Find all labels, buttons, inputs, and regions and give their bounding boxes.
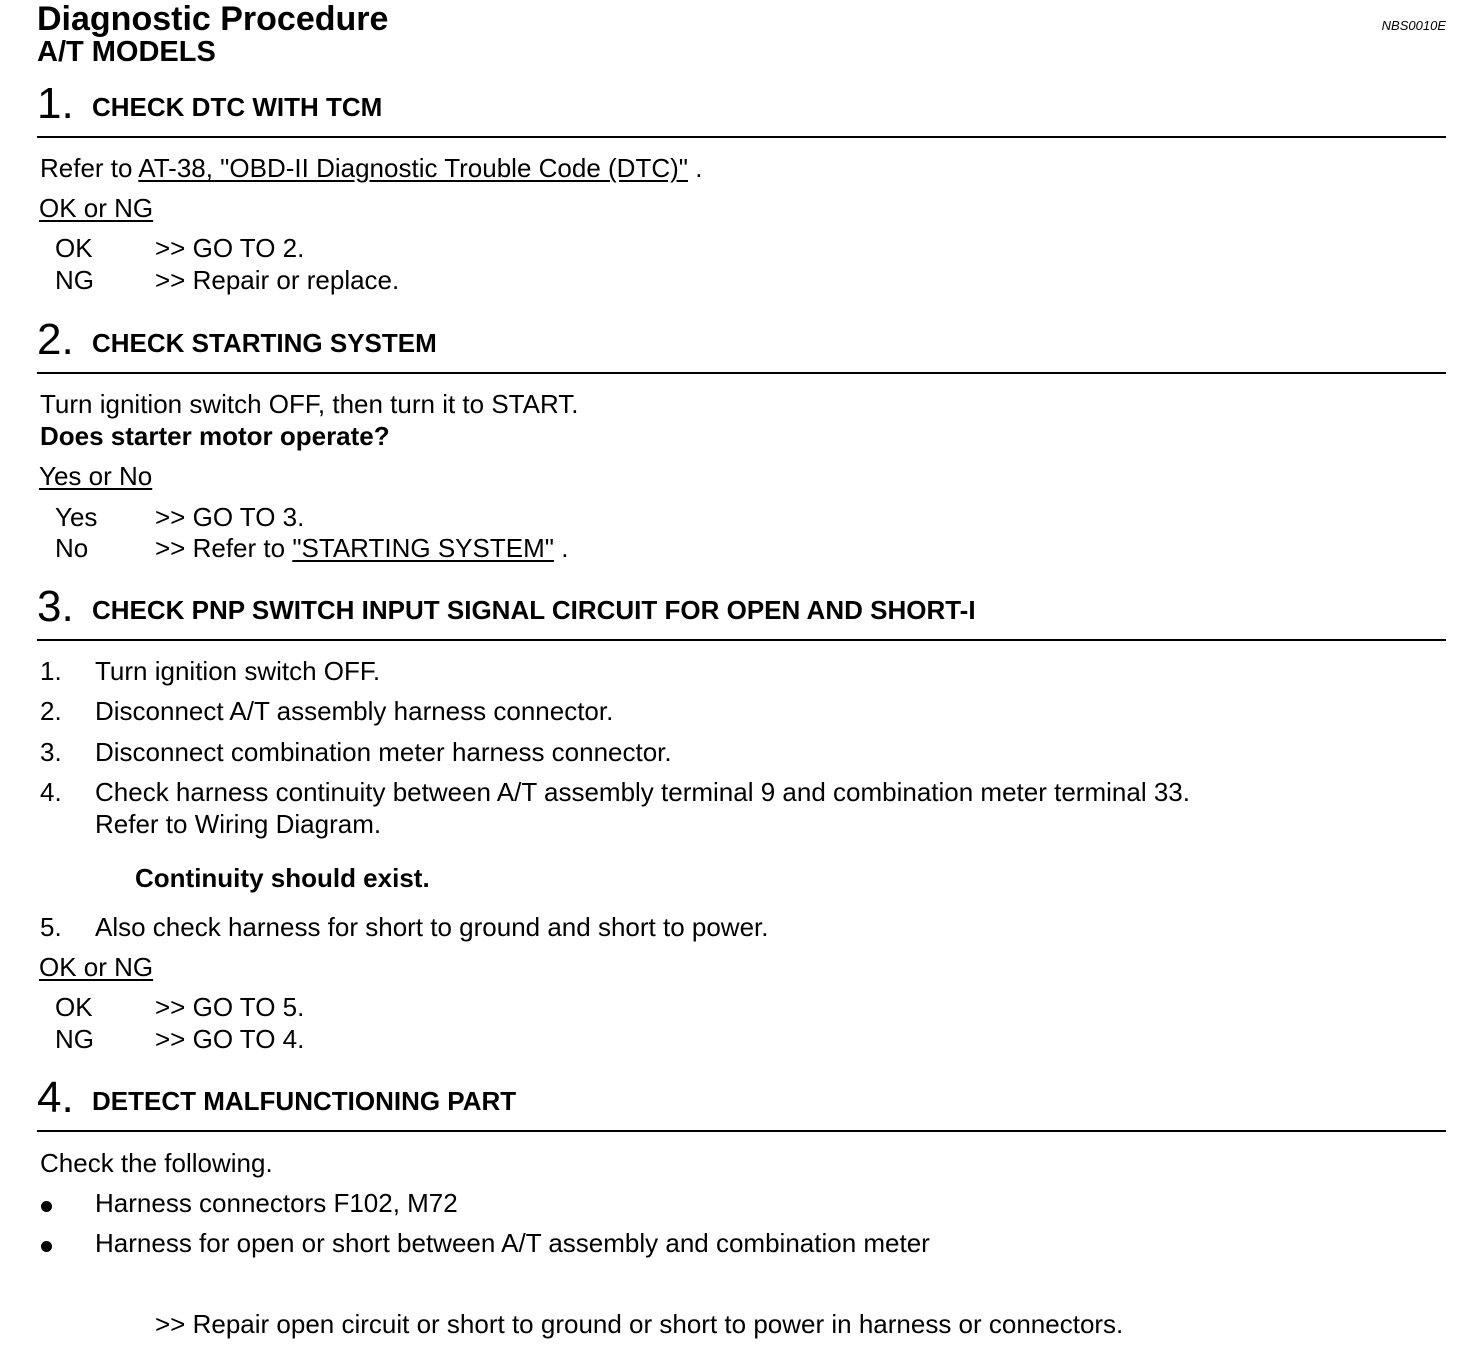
step-3-number: 3.: [37, 582, 74, 631]
step-2-result-no-key: No: [55, 533, 89, 563]
step-1-number: 1.: [37, 79, 74, 128]
step-3-item-number: 2.: [40, 696, 62, 726]
step-1-title: CHECK DTC WITH TCM: [92, 92, 383, 122]
step-2-result-yes-action: >> GO TO 3.: [155, 502, 305, 532]
step-3-item-text: Check harness continuity between A/T assembly terminal 9 and combination meter terminal 33.: [95, 777, 1190, 807]
refer-prefix: Refer to: [40, 153, 133, 183]
step-3-item-number: 5.: [40, 912, 62, 942]
step-2-instruction: Turn ignition switch OFF, then turn it to START.: [40, 389, 579, 419]
starting-system-link[interactable]: "STARTING SYSTEM": [292, 533, 554, 563]
step-2-result-yes-key: Yes: [55, 502, 98, 532]
step-3-result-ng-key: NG: [55, 1024, 94, 1054]
continuity-spec: Continuity should exist.: [135, 863, 430, 893]
step-3-item-text: Turn ignition switch OFF.: [95, 656, 381, 686]
step-3-item-text-continued: Refer to Wiring Diagram.: [95, 809, 382, 839]
step-3-title: CHECK PNP SWITCH INPUT SIGNAL CIRCUIT FOR OPEN AND SHORT-I: [92, 595, 976, 625]
step-3-item-text: Disconnect A/T assembly harness connector.: [95, 696, 614, 726]
step-1-result-ng-action: >> Repair or replace.: [155, 265, 400, 295]
step-1-result-ok-key: OK: [55, 233, 93, 263]
document-id: NBS0010E: [1381, 18, 1446, 33]
bullet-icon: [41, 1201, 52, 1212]
step-2-question: Does starter motor operate?: [40, 421, 390, 451]
step-4-bullet-text: Harness connectors F102, M72: [95, 1188, 458, 1218]
step-3-result-ok-key: OK: [55, 992, 93, 1022]
step-4-title: DETECT MALFUNCTIONING PART: [92, 1086, 517, 1116]
step-1-refer-line: [40, 155, 702, 181]
step-3-divider: [37, 639, 1446, 641]
step-1-result-ng-key: NG: [55, 265, 94, 295]
step-2-result-no-action: [155, 535, 568, 561]
step-3-item-number: 4.: [40, 777, 62, 807]
step-4-number: 4.: [37, 1073, 74, 1122]
step-4-bullet-text: Harness for open or short between A/T assembly and combination meter: [95, 1228, 930, 1258]
page-subtitle: A/T MODELS: [37, 36, 216, 68]
step-2-divider: [37, 372, 1446, 374]
page-title: Diagnostic Procedure: [37, 0, 389, 38]
step-1-result-label: OK or NG: [39, 193, 154, 223]
step-3-item-text: Also check harness for short to ground and short to power.: [95, 912, 769, 942]
step-3-result-ng-action: >> GO TO 4.: [155, 1024, 305, 1054]
no-action-prefix: >> Refer to: [155, 533, 286, 563]
step-4-intro: Check the following.: [40, 1148, 273, 1178]
no-action-suffix: .: [561, 533, 569, 563]
step-3-item-number: 3.: [40, 737, 62, 767]
step-3-item-number: 1.: [40, 656, 62, 686]
step-4-divider: [37, 1130, 1446, 1132]
step-3-result-ok-action: >> GO TO 5.: [155, 992, 305, 1022]
refer-suffix: .: [695, 153, 703, 183]
step-1-divider: [37, 136, 1446, 138]
step-1-result-ok-action: >> GO TO 2.: [155, 233, 305, 263]
bullet-icon: [41, 1241, 52, 1252]
dtc-reference-link[interactable]: AT-38, "OBD-II Diagnostic Trouble Code (DTC)": [138, 153, 689, 183]
step-2-title: CHECK STARTING SYSTEM: [92, 328, 437, 358]
step-3-result-label: OK or NG: [39, 952, 154, 982]
step-2-result-label: Yes or No: [39, 461, 153, 491]
step-2-number: 2.: [37, 315, 74, 364]
step-3-item-text: Disconnect combination meter harness connector.: [95, 737, 672, 767]
step-4-final-action: >> Repair open circuit or short to ground or short to power in harness or connectors.: [155, 1309, 1124, 1339]
